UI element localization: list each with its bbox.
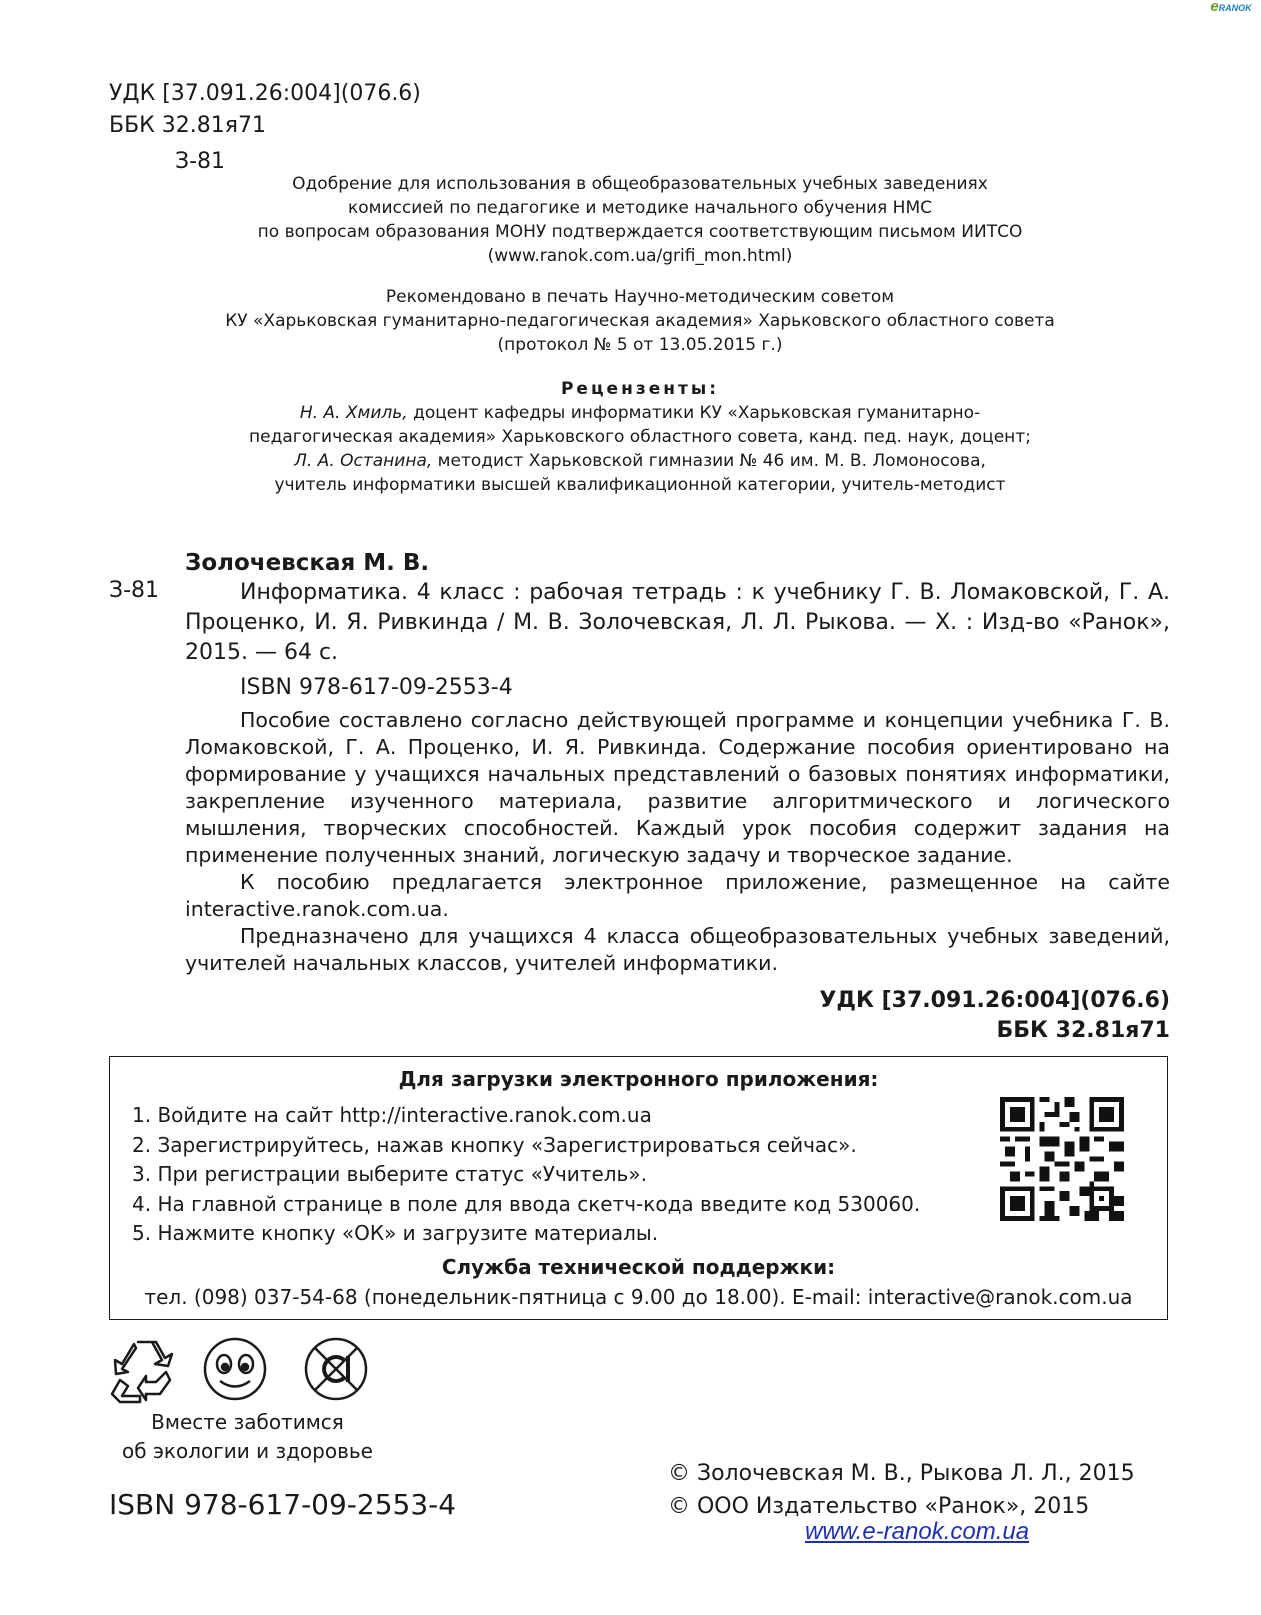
eco-caption-line: Вместе заботимся <box>151 1410 344 1434</box>
smiley-icon <box>205 1339 265 1399</box>
download-instructions-box <box>109 1056 1168 1320</box>
logo-text: RANOK <box>1218 3 1252 13</box>
eco-icons <box>108 1336 388 1410</box>
annotation-paragraph: К пособию предлагается электронное приложение, размещенное на сайте interactive.ranok.com.ua. <box>185 870 1170 921</box>
recommended-line: КУ «Харьковская гуманитарно-педагогическая академия» Харьковского областного совета <box>225 311 1055 331</box>
udk-right: УДК [37.091.26:004](076.6) <box>819 988 1170 1013</box>
reviewer-2-name: Л. А. Останина, <box>294 451 433 471</box>
reviewer-1-text: доцент кафедры информатики КУ «Харьковская гуманитарно- <box>407 403 981 423</box>
reviewer-1-name: Н. А. Хмиль, <box>299 403 408 423</box>
download-step: 1. Войдите на сайт http://interactive.ranok.com.ua <box>132 1103 652 1127</box>
reviewer-2-text: методист Харьковской гимназии № 46 им. М. В. Ломоносова, <box>432 451 986 471</box>
annotation <box>185 707 1170 977</box>
reviewer-1-line <box>170 401 1110 425</box>
copyright-authors: © Золочевская М. В., Рыкова Л. Л., 2015 <box>668 1461 1135 1486</box>
reviewer-2-line <box>170 449 1110 473</box>
qr-code[interactable] <box>1000 1097 1124 1221</box>
recycle-icon <box>112 1342 172 1402</box>
bbk-right: ББК 32.81я71 <box>996 1018 1170 1043</box>
eco-caption-line: об экологии и здоровье <box>122 1439 373 1463</box>
approval-line: (www.ranok.com.ua/grifi_mon.html) <box>487 246 793 266</box>
reviewers-block <box>170 377 1110 497</box>
isbn-bottom: ISBN 978-617-09-2553-4 <box>109 1488 457 1521</box>
author-name: Золочевская М. В. <box>185 550 430 576</box>
eco-caption <box>110 1408 385 1466</box>
reviewer-1-line-2: педагогическая академия» Харьковского областного совета, канд. пед. наук, доцент; <box>249 427 1031 447</box>
download-step: 4. На главной странице в поле для ввода скетч-кода введите код 530060. <box>132 1191 921 1216</box>
download-step: 5. Нажмите кнопку «ОК» и загрузите материалы. <box>132 1221 659 1245</box>
approval-block <box>170 172 1110 268</box>
isbn-inner: ISBN 978-617-09-2553-4 <box>240 675 513 700</box>
copyright-block <box>668 1457 1135 1523</box>
logo-mark: e <box>1210 0 1219 15</box>
author-code-top: З-81 <box>175 149 226 174</box>
author-code-left: З-81 <box>109 578 160 603</box>
download-title: Для загрузки электронного приложения: <box>398 1067 879 1091</box>
classification-right <box>819 986 1170 1046</box>
book-citation: Информатика. 4 класс : рабочая тетрадь : к учебнику Г. В. Ломаковской, Г. А. Проценко, И. Я. Ривкинда / М. В. Золочевская, Л. Л. Рыкова. — Х. : Изд-во «Ранок», 2015. — 64 с. <box>185 580 1170 665</box>
udk-top: УДК [37.091.26:004](076.6) <box>109 81 421 106</box>
e-ranok-logo <box>1209 2 1253 22</box>
recommended-line: (протокол № 5 от 13.05.2015 г.) <box>497 335 783 355</box>
approval-line: Одобрение для использования в общеобразовательных учебных заведениях <box>292 174 988 194</box>
recommended-block <box>170 285 1110 357</box>
copyright-publisher: © ООО Издательство «Ранок», 2015 <box>668 1494 1090 1519</box>
download-steps <box>132 1101 920 1249</box>
annotation-paragraph: Пособие составлено согласно действующей программе и концепции учебника Г. В. Ломаковской, Г. А. Проценко, И. Я. Ривкинда. Содержание пособия ориентировано на формирование у учащихся начальных представлений о базовых понятиях информатики, закрепление изученного материала, развитие алгоритмического и логического мышления, творческих способностей. Каждый урок пособия содержит задания на применение полученных знаний, логическую задачу и творческое задание. <box>185 708 1170 867</box>
annotation-paragraph: Предназначено для учащихся 4 класса общеобразовательных учебных заведений, учителей начальных классов, учителей информатики. <box>185 924 1170 975</box>
recommended-line: Рекомендовано в печать Научно-методическим советом <box>385 287 895 307</box>
approval-line: по вопросам образования МОНУ подтверждается соответствующим письмом ИИТСО <box>257 222 1023 242</box>
no-chlorine-icon <box>306 1339 366 1399</box>
download-step: 3. При регистрации выберите статус «Учитель». <box>132 1162 647 1186</box>
bbk-top: ББК 32.81я71 <box>109 113 267 138</box>
support-contacts: тел. (098) 037-54-68 (понедельник-пятница с 9.00 до 18.00). E-mail: interactive@ranok.com.ua <box>144 1285 1133 1309</box>
approval-line: комиссией по педагогике и методике начального обучения НМС <box>348 198 932 218</box>
reviewers-title: Рецензенты: <box>560 379 720 399</box>
download-step: 2. Зарегистрируйтесь, нажав кнопку «Зарегистрироваться сейчас». <box>132 1132 857 1157</box>
header-classification <box>109 78 421 142</box>
support-title: Служба технической поддержки: <box>441 1255 836 1279</box>
reviewer-2-line-2: учитель информатики высшей квалификационной категории, учитель-методист <box>274 475 1006 495</box>
publisher-site-link[interactable]: www.e-ranok.com.ua <box>805 1518 1030 1545</box>
